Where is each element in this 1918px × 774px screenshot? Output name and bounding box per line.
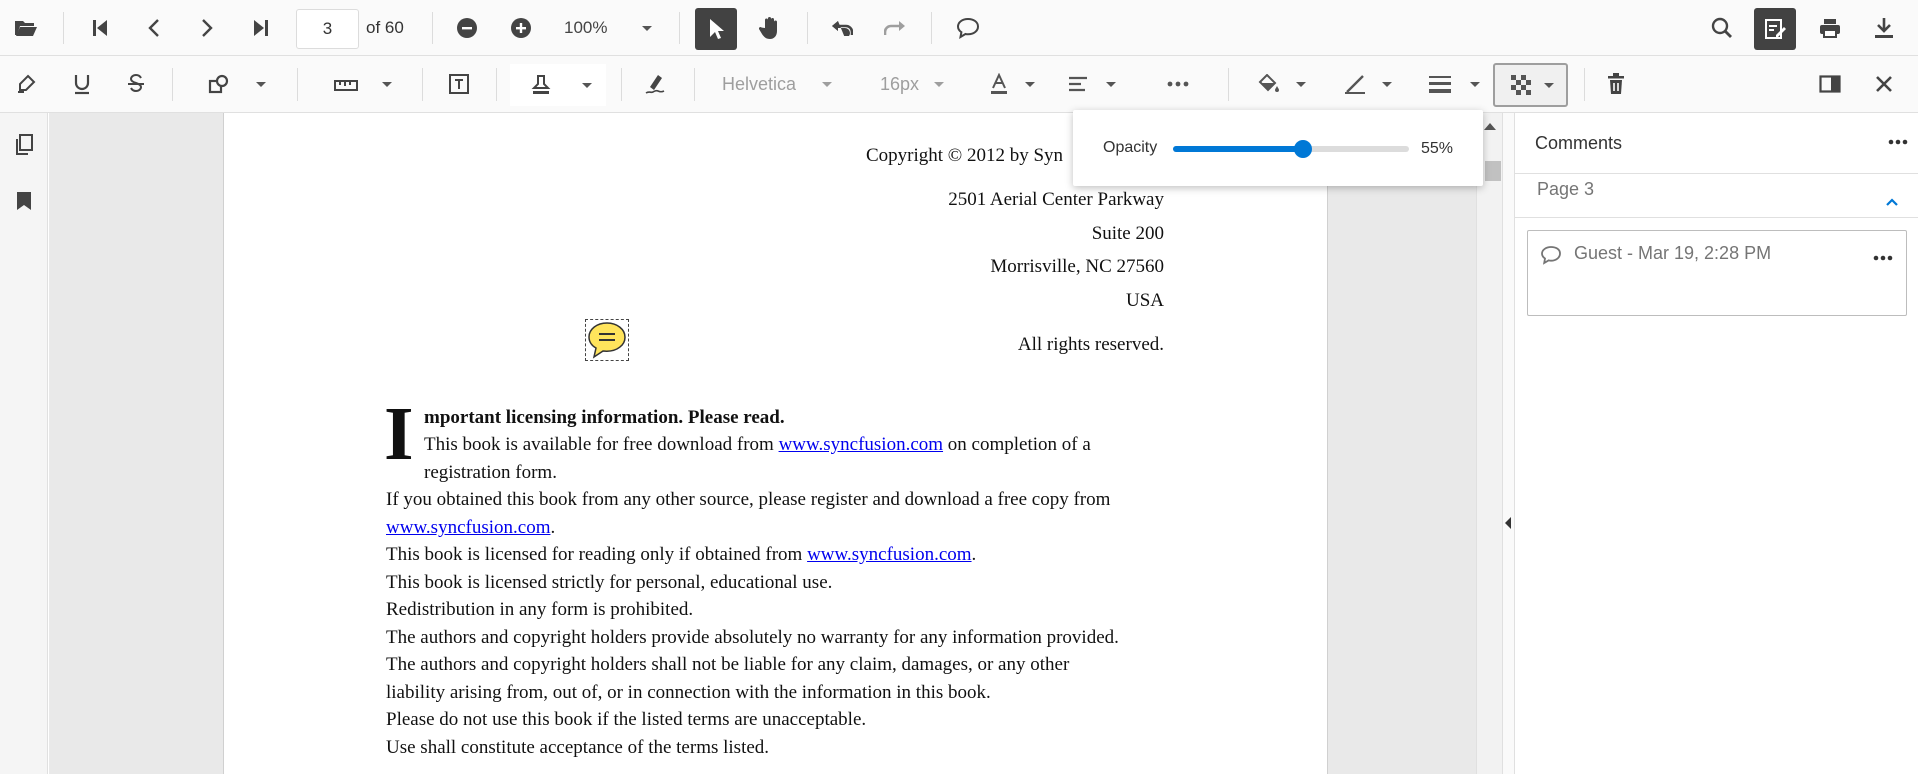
syncfusion-link[interactable]: www.syncfusion.com — [778, 434, 944, 455]
comments-title: Comments — [1535, 133, 1623, 153]
comment-author: Guest - Mar 19, 2:28 PM — [1574, 243, 1772, 263]
stroke-thickness-dropdown[interactable] — [1424, 66, 1484, 102]
line-9: The authors and copyright holders shall not be liable for any claim, damages, or any other — [386, 654, 1070, 675]
stroke-color-dropdown[interactable] — [1340, 66, 1396, 102]
chevron-up-icon[interactable] — [1877, 189, 1907, 215]
zoom-value: 100% — [564, 18, 608, 37]
bookmark-icon[interactable] — [6, 183, 42, 219]
document-viewer[interactable] — [49, 113, 1476, 774]
address-line-1: 2501 Aerial Center Parkway — [948, 189, 1164, 210]
left-navigation-pane — [0, 113, 48, 774]
font-color-icon — [989, 73, 1009, 95]
zoom-out-icon[interactable] — [449, 10, 485, 46]
panel-splitter[interactable] — [1502, 113, 1514, 774]
line-4: www.syncfusion.com. — [386, 517, 556, 538]
licensing-heading: mportant licensing information. Please read. — [424, 407, 785, 428]
vertical-scrollbar[interactable] — [1476, 113, 1502, 774]
shapes-icon — [208, 74, 230, 94]
opacity-checker-icon — [1511, 75, 1531, 95]
total-pages-label: of 60 — [366, 18, 404, 37]
comment-card[interactable] — [1527, 230, 1907, 316]
chevron-down-icon — [1025, 82, 1035, 87]
free-text-icon[interactable] — [441, 66, 477, 102]
delete-icon[interactable] — [1598, 66, 1634, 102]
download-icon[interactable] — [1866, 10, 1902, 46]
chevron-down-icon — [1470, 82, 1480, 87]
next-page-icon[interactable] — [189, 10, 225, 46]
comment-more-icon[interactable] — [1868, 245, 1898, 271]
collapse-panel-icon[interactable] — [1505, 517, 1511, 529]
chevron-down-icon — [382, 82, 392, 87]
last-page-icon[interactable] — [243, 10, 279, 46]
font-family-value: Helvetica — [722, 73, 797, 94]
line-10: liability arising from, out of, or in connection with the information in this book. — [386, 682, 991, 703]
search-icon[interactable] — [1704, 10, 1740, 46]
line-7: Redistribution in any form is prohibited. — [386, 599, 694, 620]
signature-icon[interactable] — [638, 66, 674, 102]
opacity-slider-thumb[interactable] — [1294, 140, 1312, 158]
chevron-down-icon — [1106, 82, 1116, 87]
comments-panel — [1514, 113, 1918, 774]
print-icon[interactable] — [1812, 10, 1848, 46]
line-8: The authors and copyright holders provide absolutely no warranty for any information provided. — [386, 627, 1119, 648]
chevron-down-icon — [256, 82, 266, 87]
text-align-dropdown[interactable] — [1064, 66, 1120, 102]
drop-cap: I — [384, 392, 414, 476]
redo-icon[interactable] — [877, 10, 913, 46]
ruler-icon — [334, 75, 358, 93]
comment-bubble-icon — [587, 321, 627, 359]
chevron-down-icon — [582, 83, 592, 88]
align-left-icon — [1068, 75, 1088, 93]
opacity-popup — [1073, 110, 1483, 186]
line-1: This book is available for free download from www.syncfusion.com on completion of a — [424, 434, 1091, 455]
select-tool-button[interactable] — [695, 8, 737, 50]
comments-more-icon[interactable] — [1883, 127, 1913, 157]
font-family-dropdown[interactable] — [712, 66, 840, 102]
opacity-dropdown[interactable] — [1493, 63, 1568, 107]
annotation-toolbar — [0, 56, 1918, 113]
underline-icon[interactable] — [64, 66, 100, 102]
close-icon[interactable] — [1866, 66, 1902, 102]
page-thumbnails-icon[interactable] — [6, 127, 42, 163]
line-thickness-icon — [1428, 74, 1452, 94]
syncfusion-link[interactable]: www.syncfusion.com — [807, 544, 972, 565]
syncfusion-link[interactable]: www.syncfusion.com — [386, 517, 551, 538]
line-6: This book is licensed strictly for personal, educational use. — [386, 572, 833, 593]
annotation-edit-button[interactable] — [1754, 8, 1796, 50]
font-color-dropdown[interactable] — [985, 66, 1039, 102]
address-line-3: Morrisville, NC 27560 — [990, 256, 1164, 277]
comment-icon[interactable] — [950, 10, 986, 46]
shapes-dropdown[interactable] — [202, 66, 272, 102]
line-11: Please do not use this book if the listed terms are unacceptable. — [386, 709, 867, 730]
line-5: This book is licensed for reading only if obtained from www.syncfusion.com. — [386, 544, 977, 565]
fill-color-dropdown[interactable] — [1254, 66, 1310, 102]
open-folder-icon[interactable] — [8, 10, 44, 46]
rights-line: All rights reserved. — [1017, 334, 1164, 355]
page-group-label: Page 3 — [1537, 179, 1595, 199]
more-text-options-icon[interactable] — [1160, 66, 1196, 102]
chevron-down-icon — [642, 26, 652, 31]
copyright-line: Copyright © 2012 by Syn — [866, 145, 1064, 166]
previous-page-icon[interactable] — [136, 10, 172, 46]
zoom-in-icon[interactable] — [503, 10, 539, 46]
chevron-down-icon — [1382, 82, 1392, 87]
main-toolbar — [0, 0, 1918, 56]
measure-dropdown[interactable] — [328, 66, 398, 102]
address-country: USA — [1125, 290, 1164, 311]
opacity-value: 55% — [1421, 140, 1454, 157]
pan-tool-icon[interactable] — [752, 10, 788, 46]
pen-line-icon — [1344, 73, 1366, 95]
scrollbar-thumb[interactable] — [1485, 161, 1501, 181]
scroll-up-icon[interactable] — [1484, 123, 1496, 130]
first-page-icon[interactable] — [82, 10, 118, 46]
comment-icon — [1540, 245, 1562, 265]
line-2: registration form. — [424, 462, 557, 483]
line-3: If you obtained this book from any other source, please register and download a free copy from — [386, 489, 1111, 510]
chevron-down-icon — [1296, 82, 1306, 87]
line-12: Use shall constitute acceptance of the terms listed. — [386, 737, 770, 758]
zoom-dropdown[interactable] — [556, 10, 660, 46]
edit-annotation-icon — [1764, 18, 1786, 40]
undo-icon[interactable] — [824, 10, 860, 46]
address-line-2: Suite 200 — [1091, 223, 1164, 244]
paint-bucket-icon — [1258, 74, 1280, 94]
pdf-page — [223, 113, 1328, 774]
chevron-down-icon — [934, 82, 944, 87]
highlight-icon[interactable] — [8, 66, 44, 102]
opacity-label: Opacity — [1103, 139, 1158, 156]
cursor-arrow-icon — [708, 18, 724, 40]
page-number-input[interactable] — [296, 9, 359, 49]
sticky-note-annotation[interactable] — [585, 319, 629, 361]
font-size-dropdown[interactable] — [870, 66, 952, 102]
toggle-panel-icon[interactable] — [1812, 66, 1848, 102]
chevron-down-icon — [822, 82, 832, 87]
strikethrough-icon[interactable] — [118, 66, 154, 102]
opacity-slider-fill — [1173, 146, 1303, 152]
stamp-dropdown[interactable] — [510, 64, 606, 106]
chevron-down-icon — [1544, 83, 1554, 88]
stamp-icon — [530, 74, 552, 96]
opacity-slider[interactable] — [1173, 146, 1409, 152]
font-size-value: 16px — [880, 73, 920, 94]
